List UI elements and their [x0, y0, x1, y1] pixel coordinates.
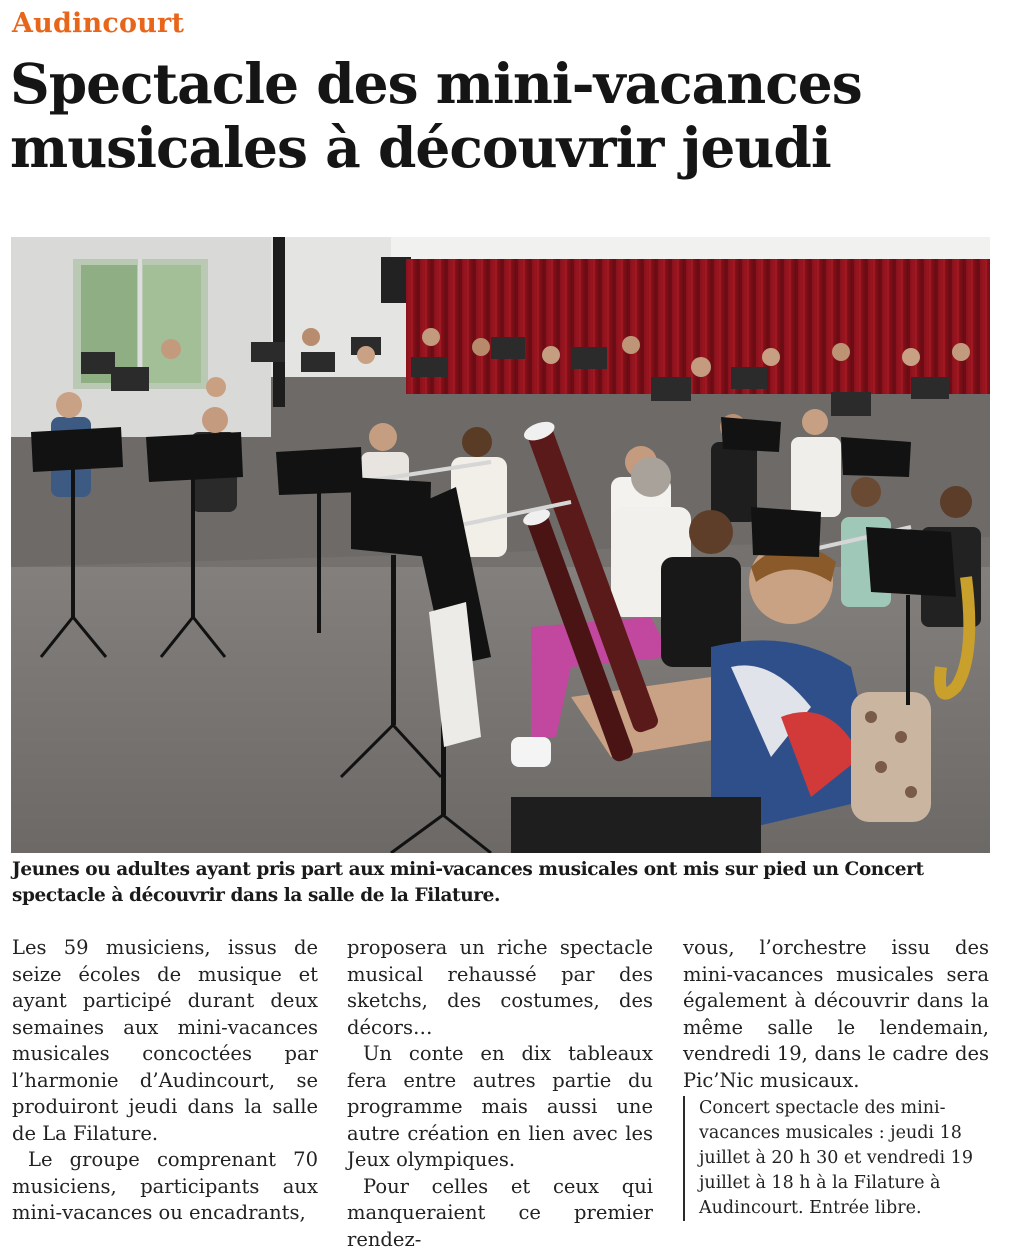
practical-info-box: Concert spectacle des mini-vacances musicales : jeudi 18 juillet à 20 h 30 et vendredi 19 juillet à 18 h à la Filature à Audincourt. Entrée libre. — [683, 1096, 999, 1221]
article-photo — [11, 237, 990, 853]
body-paragraph: Pour celles et ceux qui manqueraient ce premier rendez- — [347, 1174, 653, 1253]
orchestra-photo-illustration — [11, 237, 990, 853]
photo-caption: Jeunes ou adultes ayant pris part aux mini-vacances musicales ont mis sur pied un Concert spectacle à découvrir dans la salle de la Filature. — [12, 857, 997, 909]
body-paragraph: Un conte en dix tableaux fera entre autres partie du programme mais aussi une autre création en lien avec les Jeux olympiques. — [347, 1041, 653, 1174]
body-paragraph: Les 59 musiciens, issus de seize écoles de musique et ayant participé durant deux semaines aux mini-vacances musicales concoctées par l’harmonie d’Audincourt, se produiront jeudi dans la salle de La Filature. — [12, 935, 318, 1147]
body-paragraph: Le groupe comprenant 70 musiciens, participants aux mini-vacances ou encadrants, — [12, 1147, 318, 1227]
body-paragraph: vous, l’orchestre issu des mini-vacances musicales sera également à découvrir dans la même salle le lendemain, vendredi 19, dans le cadre des Pic’Nic musicaux. — [683, 935, 989, 1094]
body-paragraph: proposera un riche spectacle musical rehaussé par des sketchs, des costumes, des décors… — [347, 935, 653, 1041]
article-column-2 — [347, 935, 653, 1253]
article-kicker: Audincourt — [12, 8, 184, 39]
article-column-3 — [683, 935, 989, 1094]
article-column-1 — [12, 935, 318, 1227]
article-headline: Spectacle des mini-vacances musicales à découvrir jeudi — [10, 52, 1000, 180]
